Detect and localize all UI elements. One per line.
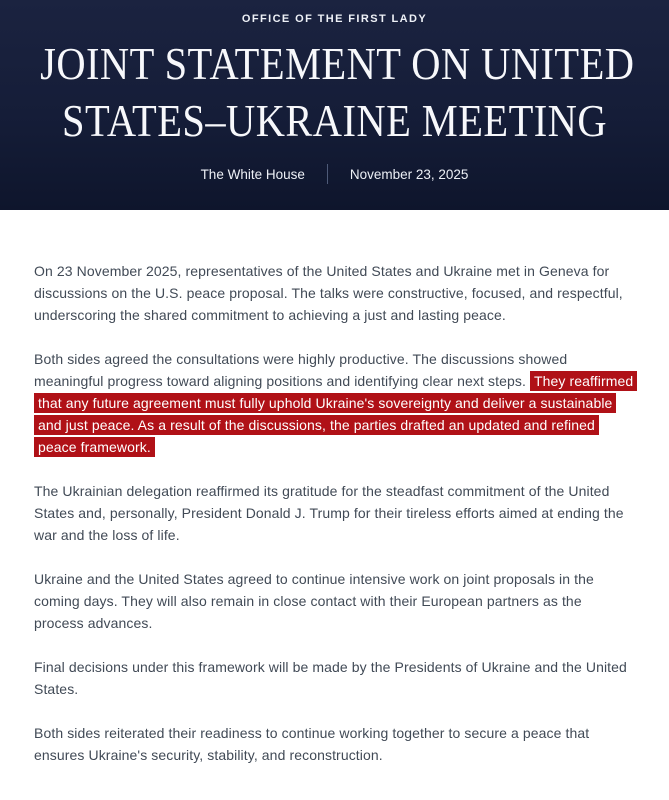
- meta-date: November 23, 2025: [349, 166, 469, 182]
- meta-divider: [327, 164, 328, 184]
- page-header: [0, 0, 669, 210]
- paragraph-4: Ukraine and the United States agreed to continue intensive work on joint proposals in the coming days. They will also remain in close contact with their European partners as the process advances.: [34, 571, 594, 631]
- page-title-line-2: STATES–UKRAINE MEETING: [61, 95, 608, 146]
- article-body: [0, 210, 669, 766]
- page-title: [40, 35, 635, 149]
- office-eyebrow: OFFICE OF THE FIRST LADY: [241, 13, 428, 25]
- meta-source: The White House: [200, 166, 305, 182]
- paragraph-6: Both sides reiterated their readiness to continue working together to secure a peace that ensures Ukraine's security, stability, and reconstruction.: [34, 725, 590, 763]
- paragraph-2-highlighted-text: They reaffirmed that any future agreement must fully uphold Ukraine's sovereignty and deliver a sustainable and just peace. As a result of the discussions, the parties drafted an updated and refined peace framework.: [34, 371, 637, 457]
- paragraph-1: On 23 November 2025, representatives of the United States and Ukraine met in Geneva for discussions on the U.S. peace proposal. The talks were constructive, focused, and respectful, underscoring the shared commitment to achieving a just and lasting peace.: [34, 263, 623, 323]
- paragraph-2-plain-text: Both sides agreed the consultations were highly productive. The discussions showed meaningful progress toward aligning positions and identifying clear next steps.: [34, 351, 568, 389]
- paragraph-2: [34, 348, 635, 458]
- page-title-line-1: JOINT STATEMENT ON UNITED: [40, 38, 635, 89]
- paragraph-5: Final decisions under this framework will be made by the Presidents of Ukraine and the United States.: [34, 659, 627, 697]
- paragraph-3: The Ukrainian delegation reaffirmed its gratitude for the steadfast commitment of the United States and, personally, President Donald J. Trump for their tireless efforts aimed at ending the war and the loss of life.: [34, 483, 624, 543]
- article-meta: [0, 164, 669, 184]
